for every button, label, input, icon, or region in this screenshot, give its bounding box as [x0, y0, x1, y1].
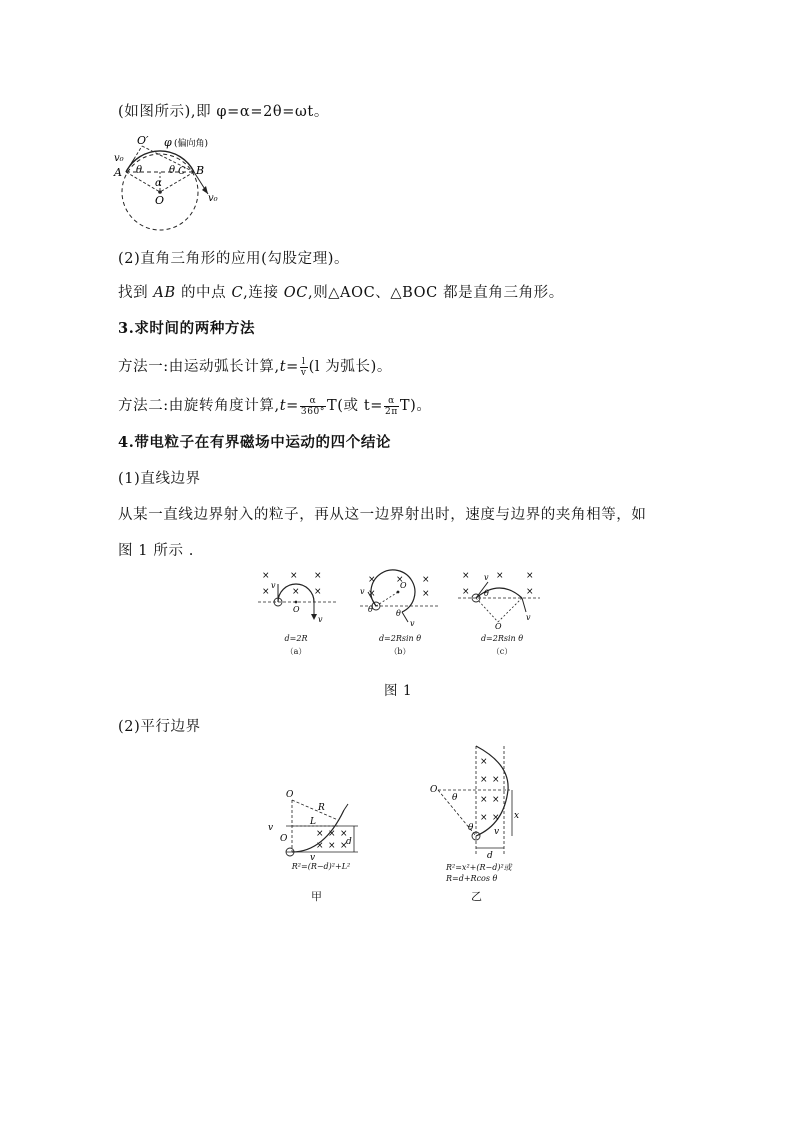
intro-line: (如图所示),即 φ=α=2θ=ωt。	[118, 104, 329, 120]
svg-text:θ: θ	[396, 609, 401, 618]
svg-text:×: ×	[328, 841, 336, 851]
tangent-b	[142, 146, 194, 172]
svg-text:θ: θ	[452, 793, 458, 803]
label-a: A	[114, 166, 122, 179]
svg-text:×: ×	[292, 587, 300, 597]
svg-text:L: L	[310, 817, 316, 827]
figure1-c-formula: d=2Rsin θ	[480, 634, 524, 643]
svg-text:×: ×	[492, 813, 500, 823]
paragraph-line-2: 图 1 所示 .	[118, 543, 194, 559]
label-c: C	[178, 166, 186, 177]
figure1-a-formula: d=2R	[284, 634, 308, 643]
figure1-caption: 图 1	[384, 683, 413, 699]
svg-text:×: ×	[526, 571, 534, 581]
method-two: 方法二:由旋转角度计算,t= $\frac{\alpha}{360^\circ}$ T(或 t= $\frac{\alpha}{2\pi}$ T)。	[118, 395, 432, 417]
label-b: B	[196, 164, 205, 177]
svg-text:O: O	[400, 581, 407, 590]
figure2-yi-label: 乙	[471, 890, 483, 903]
svg-text:O: O	[430, 785, 438, 795]
svg-text:v: v	[310, 853, 316, 862]
svg-text:×: ×	[368, 589, 376, 599]
label-v0-entry: v₀	[114, 153, 124, 164]
svg-text:O: O	[293, 605, 300, 614]
svg-text:×: ×	[340, 829, 348, 839]
svg-text:v: v	[484, 573, 489, 582]
label-phi: φ	[164, 136, 172, 149]
figure1-b-formula: d=2Rsin θ	[378, 634, 422, 643]
label-o: O	[155, 194, 165, 207]
svg-text:×: ×	[462, 571, 470, 581]
figure1-c-label: （c）	[491, 647, 513, 656]
figure2-yi	[430, 744, 530, 862]
svg-text:O: O	[495, 622, 502, 631]
svg-text:×: ×	[526, 587, 534, 597]
figure2-yi-formula1: R²=x²+(R−d)²或	[446, 863, 512, 872]
svg-text:×: ×	[340, 841, 348, 851]
svg-text:×: ×	[314, 587, 322, 597]
svg-text:×: ×	[480, 757, 488, 767]
svg-text:×: ×	[480, 775, 488, 785]
label-theta-left: θ	[136, 165, 143, 176]
svg-text:v: v	[494, 827, 500, 837]
svg-text:R: R	[318, 803, 325, 813]
midpoint-line: 找到 AB 的中点 C,连接 OC,则△AOC、△BOC 都是直角三角形。	[118, 285, 564, 301]
figure1-b-label: （b）	[389, 647, 411, 656]
label-theta-right: θ	[169, 165, 176, 176]
parallel-boundary-heading: (2)平行边界	[118, 719, 201, 735]
straight-boundary-heading: (1)直线边界	[118, 471, 201, 487]
svg-text:O: O	[280, 834, 288, 844]
label-alpha: α	[155, 178, 162, 189]
svg-text:×: ×	[328, 829, 336, 839]
figure1-a	[256, 566, 338, 632]
svg-text:×: ×	[314, 571, 322, 581]
svg-text:θ: θ	[484, 589, 489, 598]
time-methods-heading: 3.求时间的两种方法	[118, 320, 256, 337]
svg-text:×: ×	[316, 841, 324, 851]
svg-text:v: v	[318, 615, 323, 624]
svg-text:×: ×	[422, 575, 430, 585]
svg-text:×: ×	[480, 813, 488, 823]
figure1-c	[456, 566, 542, 632]
svg-text:x: x	[514, 811, 520, 821]
svg-text:θ: θ	[468, 823, 474, 833]
svg-text:×: ×	[316, 829, 324, 839]
svg-text:θ: θ	[368, 605, 373, 614]
figure2-jia-formula: R²=(R−d)²+L²	[291, 862, 351, 871]
paragraph-line-1: 从某一直线边界射入的粒子，再从这一边界射出时，速度与边界的夹角相等，如	[118, 507, 647, 523]
svg-text:×: ×	[462, 587, 470, 597]
svg-text:×: ×	[368, 575, 376, 585]
label-phi-note: (偏向角)	[174, 139, 209, 149]
svg-text:×: ×	[480, 795, 488, 805]
conclusions-heading: 4.带电粒子在有界磁场中运动的四个结论	[118, 434, 392, 451]
figure1-a-label: （a）	[285, 647, 307, 656]
svg-text:×: ×	[396, 575, 404, 585]
svg-text:v: v	[526, 613, 531, 622]
svg-text:×: ×	[496, 571, 504, 581]
svg-text:×: ×	[290, 571, 298, 581]
svg-text:v: v	[271, 581, 276, 590]
figure2-jia-label: 甲	[311, 890, 323, 903]
svg-text:d: d	[346, 837, 352, 847]
method-one: 方法一:由运动弧长计算,t= $\frac{l}{v}$ (l 为弧长)。	[118, 356, 392, 378]
figure2-jia	[266, 786, 376, 862]
label-v0-exit: v₀	[208, 193, 218, 204]
svg-text:d: d	[487, 851, 493, 861]
figure2-yi-formula2: R=d+Rcos θ	[446, 874, 498, 883]
label-o-prime: O′	[137, 134, 149, 147]
svg-text:v: v	[360, 587, 365, 596]
section-2-heading: (2)直角三角形的应用(勾股定理)。	[118, 251, 350, 267]
svg-text:×: ×	[492, 775, 500, 785]
svg-text:O: O	[286, 790, 294, 800]
svg-text:v: v	[410, 619, 415, 628]
svg-text:×: ×	[262, 571, 270, 581]
svg-text:v: v	[268, 823, 274, 833]
deflection-figure	[112, 128, 262, 236]
svg-text:×: ×	[262, 587, 270, 597]
svg-text:×: ×	[492, 795, 500, 805]
figure1-b	[358, 566, 440, 632]
svg-text:×: ×	[422, 589, 430, 599]
